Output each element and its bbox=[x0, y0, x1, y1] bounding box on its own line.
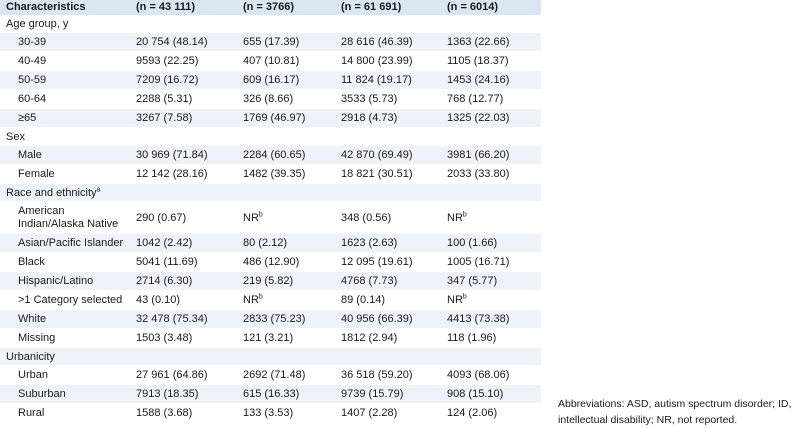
cell-c4 bbox=[441, 272, 541, 291]
section-title bbox=[0, 348, 541, 366]
cell-c1 bbox=[130, 329, 237, 348]
cell-value: 1503 (3.48) bbox=[136, 332, 193, 344]
cell-c3 bbox=[335, 202, 441, 234]
row-label: Suburban bbox=[0, 385, 130, 404]
cell-c2 bbox=[237, 71, 335, 90]
footnote-marker: a bbox=[96, 185, 101, 193]
row-label: >1 Category selected bbox=[18, 294, 123, 306]
cell-value: 14 800 (23.99) bbox=[341, 55, 413, 67]
footnote-marker: b bbox=[462, 293, 467, 301]
cell-value: 2833 (75.23) bbox=[243, 313, 306, 325]
cell-value: 1005 (16.71) bbox=[447, 256, 510, 268]
cell-value: 655 (17.39) bbox=[243, 36, 300, 48]
cell-c1 bbox=[130, 146, 237, 165]
cell-c1 bbox=[130, 404, 237, 423]
cell-c2 bbox=[237, 385, 335, 404]
cell-value: 2692 (71.48) bbox=[243, 369, 306, 381]
row-label: Asian/Pacific Islander bbox=[0, 234, 130, 253]
section-title-text: Race and ethnicity bbox=[6, 186, 97, 199]
cell-value: 32 478 (75.34) bbox=[136, 313, 208, 325]
footnote-marker: b bbox=[258, 293, 263, 301]
cell-c3 bbox=[335, 272, 441, 291]
cell-value: 89 (0.14) bbox=[341, 294, 386, 306]
cell-c1 bbox=[130, 33, 237, 52]
cell-value: 11 824 (19.17) bbox=[341, 74, 412, 86]
cell-value: NR bbox=[447, 294, 463, 306]
abbreviations-footnote: Abbreviations: ASD, autism spectrum disorder; ID, intellectual disability; NR, not reported. bbox=[558, 398, 792, 426]
table-row bbox=[0, 52, 541, 71]
cell-c4 bbox=[441, 52, 541, 71]
cell-value: 9739 (15.79) bbox=[341, 388, 404, 400]
cell-c4 bbox=[441, 146, 541, 165]
cell-c2 bbox=[237, 291, 335, 310]
cell-value: 28 616 (46.39) bbox=[341, 36, 413, 48]
section-header-row bbox=[0, 348, 541, 366]
header-col-2: (n = 3766) bbox=[237, 0, 335, 15]
cell-c3 bbox=[335, 366, 441, 385]
row-label: 50-59 bbox=[0, 71, 130, 90]
table-row bbox=[0, 404, 541, 423]
cell-c4 bbox=[441, 253, 541, 272]
cell-value: 219 (5.82) bbox=[243, 275, 294, 287]
cell-value: 43 (0.10) bbox=[136, 294, 181, 306]
cell-c2 bbox=[237, 202, 335, 234]
cell-value: 1325 (22.03) bbox=[447, 112, 510, 124]
cell-c3 bbox=[335, 146, 441, 165]
cell-value: 2033 (33.80) bbox=[447, 168, 510, 180]
cell-value: 609 (16.17) bbox=[243, 74, 300, 86]
cell-value: 18 821 (30.51) bbox=[341, 168, 413, 180]
cell-value: NR bbox=[447, 211, 463, 224]
cell-c4 bbox=[441, 71, 541, 90]
cell-value: 290 (0.67) bbox=[136, 211, 187, 224]
row-label: American Indian/Alaska Native bbox=[18, 204, 119, 230]
table-row bbox=[0, 146, 541, 165]
footnote-marker: b bbox=[258, 210, 263, 218]
cell-value: 1105 (18.37) bbox=[447, 55, 509, 67]
cell-c2 bbox=[237, 253, 335, 272]
table-row bbox=[0, 385, 541, 404]
cell-c2 bbox=[237, 329, 335, 348]
cell-value: 1769 (46.97) bbox=[243, 112, 306, 124]
table-row bbox=[0, 165, 541, 184]
cell-c3 bbox=[335, 71, 441, 90]
section-title-text: Sex bbox=[6, 130, 25, 143]
cell-c4 bbox=[441, 33, 541, 52]
cell-c1 bbox=[130, 253, 237, 272]
cell-c4 bbox=[441, 291, 541, 310]
cell-c4 bbox=[441, 404, 541, 423]
row-label: Male bbox=[0, 146, 130, 165]
cell-c1 bbox=[130, 234, 237, 253]
cell-value: 326 (8.66) bbox=[243, 93, 294, 105]
table-row bbox=[0, 109, 541, 128]
section-header-row bbox=[0, 15, 541, 33]
cell-c1 bbox=[130, 71, 237, 90]
cell-value: 2284 (60.65) bbox=[243, 149, 306, 161]
cell-c2 bbox=[237, 310, 335, 329]
cell-value: 30 969 (71.84) bbox=[136, 149, 208, 161]
table-row bbox=[0, 310, 541, 329]
cell-c4 bbox=[441, 109, 541, 128]
cell-value: 9593 (22.25) bbox=[136, 55, 199, 67]
cell-c1 bbox=[130, 109, 237, 128]
cell-c3 bbox=[335, 404, 441, 423]
cell-value: NR bbox=[243, 294, 259, 306]
row-label: White bbox=[0, 310, 130, 329]
cell-c1 bbox=[130, 52, 237, 71]
cell-value: 407 (10.81) bbox=[243, 55, 300, 67]
section-title bbox=[0, 128, 541, 146]
cell-value: 768 (12.77) bbox=[447, 93, 504, 105]
cell-value: 133 (3.53) bbox=[243, 407, 294, 419]
cell-c4 bbox=[441, 90, 541, 109]
section-header-row bbox=[0, 128, 541, 146]
cell-c2 bbox=[237, 366, 335, 385]
cell-c2 bbox=[237, 33, 335, 52]
cell-value: 40 956 (66.39) bbox=[341, 313, 413, 325]
cell-value: 1453 (24.16) bbox=[447, 74, 510, 86]
cell-c4 bbox=[441, 202, 541, 234]
cell-value: 4413 (73.38) bbox=[447, 313, 510, 325]
cell-c1 bbox=[130, 385, 237, 404]
cell-value: 486 (12.90) bbox=[243, 256, 300, 268]
cell-c2 bbox=[237, 165, 335, 184]
cell-c1 bbox=[130, 90, 237, 109]
row-label: Black bbox=[18, 256, 45, 268]
table-row bbox=[0, 202, 541, 234]
table-row bbox=[0, 366, 541, 385]
cell-c3 bbox=[335, 385, 441, 404]
table-row bbox=[0, 33, 541, 52]
row-label: Urban bbox=[18, 369, 48, 381]
footnote-marker: b bbox=[462, 210, 467, 218]
cell-c4 bbox=[441, 165, 541, 184]
cell-value: 1482 (39.35) bbox=[243, 168, 306, 180]
cell-value: 1407 (2.28) bbox=[341, 407, 398, 419]
cell-c1 bbox=[130, 366, 237, 385]
cell-value: 36 518 (59.20) bbox=[341, 369, 413, 381]
cell-c2 bbox=[237, 404, 335, 423]
cell-c2 bbox=[237, 90, 335, 109]
cell-value: 2918 (4.73) bbox=[341, 112, 398, 124]
cell-value: 7913 (18.35) bbox=[136, 388, 199, 400]
cell-value: 1812 (2.94) bbox=[341, 332, 398, 344]
cell-value: 100 (1.66) bbox=[447, 237, 498, 249]
cell-value: 2288 (5.31) bbox=[136, 93, 193, 105]
cell-value: 2714 (6.30) bbox=[136, 275, 193, 287]
cell-value: 121 (3.21) bbox=[243, 332, 294, 344]
cell-value: 124 (2.06) bbox=[447, 407, 498, 419]
cell-c2 bbox=[237, 146, 335, 165]
section-title-text: Age group, y bbox=[6, 17, 69, 30]
cell-c3 bbox=[335, 90, 441, 109]
cell-c3 bbox=[335, 310, 441, 329]
row-label: Female bbox=[18, 168, 55, 180]
cell-value: 5041 (11.69) bbox=[136, 256, 198, 268]
table-header-row bbox=[0, 0, 541, 15]
cell-c4 bbox=[441, 234, 541, 253]
row-label: Missing bbox=[18, 332, 56, 344]
cell-value: 3981 (66.20) bbox=[447, 149, 510, 161]
cell-c3 bbox=[335, 109, 441, 128]
cell-value: 12 142 (28.16) bbox=[136, 168, 208, 180]
table-row bbox=[0, 234, 541, 253]
cell-c1 bbox=[130, 202, 237, 234]
table-row bbox=[0, 71, 541, 90]
table-row bbox=[0, 272, 541, 291]
cell-value: 4768 (7.73) bbox=[341, 275, 398, 287]
section-title bbox=[0, 15, 541, 33]
cell-value: 42 870 (69.49) bbox=[341, 149, 413, 161]
header-col-3: (n = 61 691) bbox=[335, 0, 441, 15]
cell-c4 bbox=[441, 310, 541, 329]
section-title bbox=[0, 184, 541, 202]
cell-c2 bbox=[237, 234, 335, 253]
cell-value: 80 (2.12) bbox=[243, 237, 288, 249]
table-row bbox=[0, 253, 541, 272]
cell-c4 bbox=[441, 366, 541, 385]
cell-value: 7209 (16.72) bbox=[136, 74, 199, 86]
cell-c1 bbox=[130, 165, 237, 184]
section-title-text: Urbanicity bbox=[6, 350, 55, 363]
row-label: Rural bbox=[18, 407, 45, 419]
row-label: 30-39 bbox=[0, 33, 130, 52]
cell-value: 4093 (68.06) bbox=[447, 369, 510, 381]
table-row bbox=[0, 329, 541, 348]
row-label: Hispanic/Latino bbox=[0, 272, 130, 291]
row-label: 40-49 bbox=[18, 55, 47, 67]
cell-c3 bbox=[335, 165, 441, 184]
cell-value: 12 095 (19.61) bbox=[341, 256, 413, 268]
row-label: ≥65 bbox=[0, 109, 130, 128]
cell-c4 bbox=[441, 385, 541, 404]
cell-value: 908 (15.10) bbox=[447, 388, 504, 400]
cell-c2 bbox=[237, 52, 335, 71]
table-row bbox=[0, 291, 541, 310]
cell-c3 bbox=[335, 33, 441, 52]
cell-value: 347 (5.77) bbox=[447, 275, 498, 287]
cell-value: 1363 (22.66) bbox=[447, 36, 510, 48]
table-body bbox=[0, 15, 541, 423]
cell-value: 20 754 (48.14) bbox=[136, 36, 208, 48]
table-row bbox=[0, 90, 541, 109]
cell-value: 3533 (5.73) bbox=[341, 93, 398, 105]
header-characteristics: Characteristics bbox=[0, 0, 130, 15]
header-col-4: (n = 6014) bbox=[441, 0, 541, 15]
cell-value: 1588 (3.68) bbox=[136, 407, 193, 419]
cell-value: 27 961 (64.86) bbox=[136, 369, 208, 381]
cell-c3 bbox=[335, 329, 441, 348]
cell-c3 bbox=[335, 291, 441, 310]
cell-c4 bbox=[441, 329, 541, 348]
cell-c3 bbox=[335, 253, 441, 272]
cell-c1 bbox=[130, 291, 237, 310]
cell-c3 bbox=[335, 52, 441, 71]
cell-value: 3267 (7.58) bbox=[136, 112, 193, 124]
cell-value: 615 (16.33) bbox=[243, 388, 300, 400]
cell-value: 1623 (2.63) bbox=[341, 237, 398, 249]
cell-value: NR bbox=[243, 211, 259, 224]
cell-value: 1042 (2.42) bbox=[136, 237, 193, 249]
section-header-row bbox=[0, 184, 541, 202]
cell-c1 bbox=[130, 272, 237, 291]
row-label: 60-64 bbox=[18, 93, 47, 105]
header-col-1: (n = 43 111) bbox=[130, 0, 237, 15]
cell-c2 bbox=[237, 272, 335, 291]
cell-value: 118 (1.96) bbox=[447, 332, 497, 344]
cell-c1 bbox=[130, 310, 237, 329]
cell-value: 348 (0.56) bbox=[341, 211, 392, 224]
cell-c2 bbox=[237, 109, 335, 128]
cell-c3 bbox=[335, 234, 441, 253]
